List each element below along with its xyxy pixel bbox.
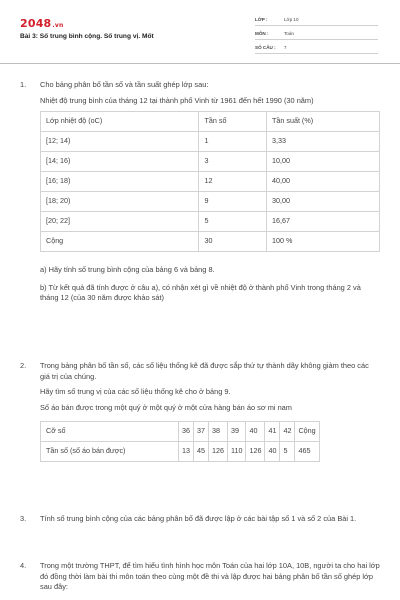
table-cell: Cỡ số [41,422,179,442]
temperature-table [40,111,380,252]
table-cell: 1 [199,132,266,152]
table-cell: 36 [179,422,194,442]
table-row [41,152,380,172]
logo-text: 2048 [20,17,52,30]
table-caption: Nhiệt độ trung bình của tháng 12 tại thành phố Vinh từ 1961 đến hết 1990 (30 năm) [40,95,314,105]
table-cell: 30,00 [266,192,379,212]
table-cell: [16; 18) [41,172,199,192]
table-caption: Số áo bán được trong một quý ở một quý ở một cửa hàng bán áo sơ mi nam [40,402,292,412]
table-cell: Tần số (số áo bán được) [41,442,179,462]
table-row [41,132,380,152]
table-cell: 126 [246,442,265,462]
meta-class-label: LỚP : [255,17,268,22]
table-row [41,192,380,212]
table-cell: 40 [265,442,280,462]
question-number: 3. [20,514,27,523]
question-number: 2. [20,361,27,370]
question-text: Trong bảng phân bố tần số, các số liệu thống kê đã được sắp thứ tự thành dãy không giảm theo các giá trị của chúng. [40,361,369,381]
question-text: Tính số trung bình cộng của các bảng phân bố đã được lập ở các bài tập số 1 và số 2 của Bài 1. [40,514,357,523]
table-cell: 100 % [266,232,379,252]
table-cell: [18; 20) [41,192,199,212]
table-row [41,442,320,462]
question-body [40,80,380,309]
table-cell: 40,00 [266,172,379,192]
table-row [41,232,380,252]
table-cell: [14; 16) [41,152,199,172]
question-number: 4. [20,561,27,570]
table-cell: 126 [209,442,228,462]
lesson-title: Bài 3: Số trung bình cộng. Số trung vị. Mốt [20,33,154,40]
meta-count-value: 7 [284,45,287,50]
table-cell: 16,67 [266,212,379,232]
table-row [41,422,320,442]
meta-subject-label: MÔN : [255,31,269,36]
meta-subject-value: Toán [284,31,294,36]
table-row [41,212,380,232]
question-text: Hãy tìm số trung vị của các số liệu thống kê cho ở bảng 9. [40,387,231,396]
question-part-a: a) Hãy tính số trung bình cộng của bảng 6 và bảng 8. [40,265,215,274]
header-divider [0,63,400,64]
table-cell: 465 [295,442,319,462]
table-cell: 10,00 [266,152,379,172]
table-cell: 13 [179,442,194,462]
table-cell: 41 [265,422,280,442]
meta-count-label: SỐ CÂU : [255,45,276,50]
meta-subject-row [255,28,378,40]
table-cell: 3,33 [266,132,379,152]
meta-class-value: Lớp 10 [284,17,299,22]
question-intro: Cho bảng phân bố tần số và tần suất ghép lớp sau: [40,80,209,89]
table-cell: 40 [246,422,265,442]
table-cell: 9 [199,192,266,212]
table-cell: 5 [280,442,295,462]
table-cell: 45 [194,442,209,462]
table-cell: 5 [199,212,266,232]
page-header [0,0,400,62]
table-cell: 12 [199,172,266,192]
question-text: Trong một trường THPT, để tìm hiểu tình hình học môn Toán của hai lớp 10A, 10B, người ta cho hai lớp đó đồng thời làm bài thi môn toán theo cùng một đề thi và lập được hai bảng phân bố tần số ghép lớp sau đây: [40,561,380,591]
table-cell: Tần suất (%) [266,112,379,132]
site-logo[interactable] [20,17,63,30]
table-cell: [20; 22] [41,212,199,232]
table-cell: 110 [228,442,246,462]
meta-count-row [255,42,378,54]
shirt-size-table [40,421,320,462]
table-cell: 38 [209,422,228,442]
table-cell: Lớp nhiệt độ (oC) [41,112,199,132]
question-body [40,361,380,462]
table-row [41,172,380,192]
table-cell: 42 [280,422,295,442]
table-cell: Cộng [295,422,319,442]
table-cell: 30 [199,232,266,252]
meta-class-row [255,14,378,26]
table-cell: 37 [194,422,209,442]
table-cell: [12; 14) [41,132,199,152]
question-number: 1. [20,80,27,89]
table-cell: Tần số [199,112,266,132]
table-cell: 39 [228,422,246,442]
table-row [41,112,380,132]
logo-tld: .vn [52,22,64,29]
question-part-b: b) Từ kết quả đã tính được ở câu a), có nhận xét gì về nhiệt độ ở thành phố Vinh trong tháng 2 và tháng 12 (của 30 năm được khảo sát) [40,282,361,302]
table-cell: Cộng [41,232,199,252]
table-cell: 3 [199,152,266,172]
